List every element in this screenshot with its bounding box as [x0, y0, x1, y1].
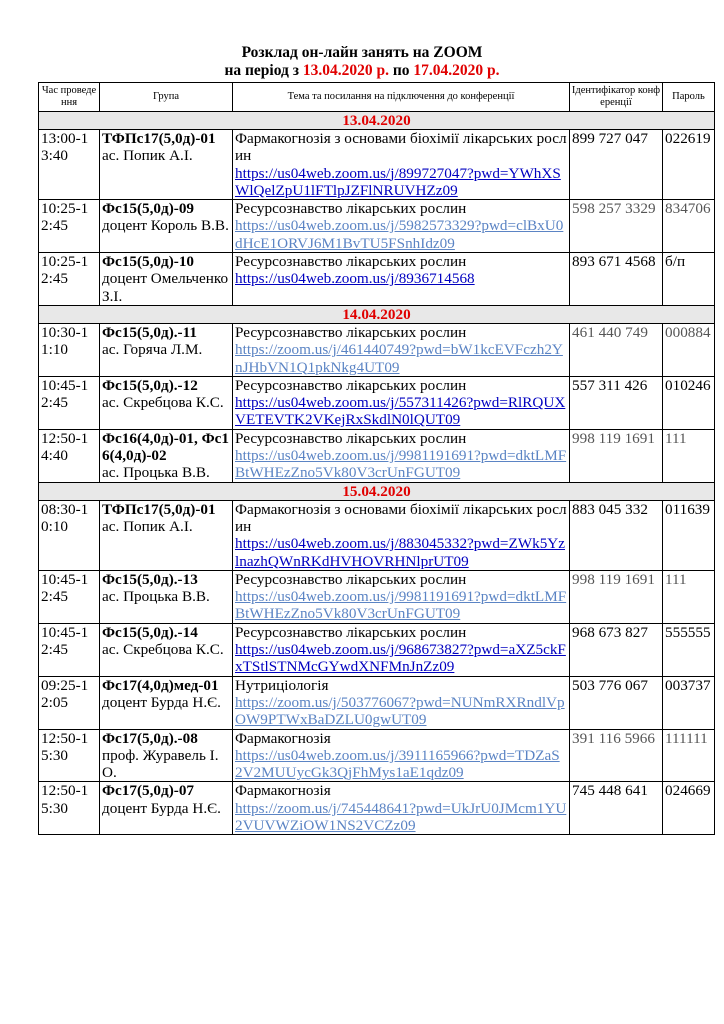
conf-id-cell	[570, 253, 663, 306]
header-conf-id: Ідентифікатор конференції	[570, 83, 663, 112]
conference-id: 998 119 1691	[572, 429, 655, 447]
topic-cell	[233, 676, 570, 729]
teacher-name: ас. Скребцова К.С.	[102, 641, 224, 659]
group-cell	[100, 376, 233, 429]
teacher-name: ас. Процька В.В.	[102, 464, 210, 482]
date-separator: 14.04.2020	[39, 305, 715, 323]
group-cell	[100, 130, 233, 200]
group-name: Фс16(4,0д)-01, Фс16(4,0д)-02	[102, 429, 229, 465]
password-cell: 111111	[663, 729, 715, 782]
group-name: Фс17(5,0д)-07	[102, 782, 195, 800]
header-topic: Тема та посилання на підключення до конференції	[233, 83, 570, 112]
topic-cell	[233, 782, 570, 835]
table-row	[39, 253, 715, 306]
topic-title: Нутриціологія	[235, 676, 329, 694]
zoom-link[interactable]: https://zoom.us/j/745448641?pwd=UkJrU0JMcm1YU2VUVWZiOW1NS2VCZz09	[235, 799, 567, 834]
table-row	[39, 782, 715, 835]
teacher-name: ас. Попик А.І.	[102, 517, 193, 535]
zoom-link[interactable]: https://us04web.zoom.us/j/899727047?pwd=YWhXSWlQelZpU1lFTlpJZFlNRUVHZz09	[235, 164, 561, 199]
zoom-link[interactable]: https://us04web.zoom.us/j/968673827?pwd=aXZ5ckFxTStlSTNMcGYwdXNFMnJnZz09	[235, 641, 566, 676]
header-group: Група	[100, 83, 233, 112]
time-cell: 10:45-12:45	[39, 623, 100, 676]
time-cell: 10:30-11:10	[39, 323, 100, 376]
password-cell: 003737	[663, 676, 715, 729]
group-cell	[100, 782, 233, 835]
date-separator-row	[39, 305, 715, 323]
subtitle-mid: по	[388, 62, 414, 79]
topic-cell	[233, 623, 570, 676]
topic-cell	[233, 570, 570, 623]
conf-id-cell	[570, 376, 663, 429]
date-from: 13.04.2020 р.	[302, 62, 389, 79]
header-password: Пароль	[663, 83, 715, 112]
topic-title: Ресурсознавство лікарських рослин	[235, 323, 467, 341]
group-name: Фс15(5,0д)-10	[102, 253, 195, 271]
teacher-name: ас. Процька В.В.	[102, 588, 210, 606]
topic-cell	[233, 500, 570, 570]
table-row	[39, 729, 715, 782]
group-cell	[100, 429, 233, 482]
table-row	[39, 200, 715, 253]
conf-id-cell	[570, 782, 663, 835]
table-row	[39, 676, 715, 729]
conference-id: 461 440 749	[572, 323, 648, 341]
date-separator-row	[39, 112, 715, 130]
password-cell: 555555	[663, 623, 715, 676]
zoom-link[interactable]: https://us04web.zoom.us/j/3911165966?pwd=TDZaS2V2MUUycGk3QjFhMys1aE1qdz09	[235, 746, 560, 782]
group-name: ТФПс17(5,0д)-01	[102, 130, 216, 147]
table-row	[39, 323, 715, 376]
conference-id: 557 311 426	[572, 376, 648, 394]
conference-id: 968 673 827	[572, 623, 648, 641]
time-cell: 12:50-15:30	[39, 782, 100, 835]
teacher-name: ас. Попик А.І.	[102, 147, 193, 165]
password-cell: 024669	[663, 782, 715, 835]
topic-cell	[233, 130, 570, 200]
teacher-name: доцент Король В.В.	[102, 217, 229, 235]
table-header-row	[39, 83, 715, 112]
topic-cell	[233, 376, 570, 429]
group-cell	[100, 323, 233, 376]
table-row	[39, 623, 715, 676]
topic-title: Фармакогнозія з основами біохімії лікарських рослин	[235, 500, 567, 535]
zoom-link[interactable]: https://us04web.zoom.us/j/9981191691?pwd=dktLMFBtWHEzZno5Vk80V3crUnFGUT09	[235, 588, 567, 623]
teacher-name: ас. Скребцова К.С.	[102, 394, 224, 412]
subtitle-prefix: на період з	[224, 62, 303, 79]
conference-id: 745 448 641	[572, 782, 648, 800]
time-cell: 10:45-12:45	[39, 570, 100, 623]
group-name: Фс15(5,0д).-13	[102, 570, 198, 588]
conf-id-cell	[570, 729, 663, 782]
conf-id-cell	[570, 500, 663, 570]
teacher-name: доцент Омельченко З.І.	[102, 270, 229, 305]
password-cell: 834706	[663, 200, 715, 253]
topic-title: Ресурсознавство лікарських рослин	[235, 429, 467, 447]
header-time: Час проведення	[39, 83, 100, 112]
conference-id: 883 045 332	[572, 500, 648, 518]
group-cell	[100, 570, 233, 623]
time-cell: 10:45-12:45	[39, 376, 100, 429]
time-cell: 09:25-12:05	[39, 676, 100, 729]
time-cell: 08:30-10:10	[39, 500, 100, 570]
topic-title: Фармакогнозія з основами біохімії лікарських рослин	[235, 130, 567, 165]
teacher-name: проф. Журавель І.О.	[102, 746, 219, 782]
table-row	[39, 500, 715, 570]
table-row	[39, 130, 715, 200]
topic-cell	[233, 729, 570, 782]
date-to: 17.04.2020 р.	[413, 62, 500, 79]
group-cell	[100, 253, 233, 306]
conf-id-cell	[570, 200, 663, 253]
time-cell: 13:00-13:40	[39, 130, 100, 200]
conf-id-cell	[570, 570, 663, 623]
page-title: Розклад он-лайн занять на ZOOM	[241, 44, 483, 61]
teacher-name: ас. Горяча Л.М.	[102, 341, 203, 359]
password-cell: 111	[663, 429, 715, 482]
topic-cell	[233, 253, 570, 306]
group-name: ТФПс17(5,0д)-01	[102, 500, 216, 518]
password-cell: б/п	[663, 253, 715, 306]
conf-id-cell	[570, 676, 663, 729]
date-separator-row	[39, 482, 715, 500]
conference-id: 391 116 5966	[572, 729, 655, 747]
group-name: Фс15(5,0д).-14	[102, 623, 198, 641]
conf-id-cell	[570, 429, 663, 482]
group-name: Фс15(5,0д).-11	[102, 323, 197, 341]
zoom-link[interactable]: https://us04web.zoom.us/j/9981191691?pwd=dktLMFBtWHEzZno5Vk80V3crUnFGUT09	[235, 447, 567, 482]
schedule-table	[38, 82, 715, 835]
time-cell: 12:50-14:40	[39, 429, 100, 482]
conference-id: 503 776 067	[572, 676, 648, 694]
password-cell: 111	[663, 570, 715, 623]
zoom-link[interactable]: https://zoom.us/j/503776067?pwd=NUNmRXRndlVpOW9PTWxBaDZLU0gwUT09	[235, 693, 565, 729]
group-name: Фс17(4,0д)мед-01	[102, 676, 219, 694]
conf-id-cell	[570, 323, 663, 376]
group-cell	[100, 500, 233, 570]
zoom-link[interactable]: https://zoom.us/j/461440749?pwd=bW1kcEVFczh2YnJHbVN1Q1pkNkg4UT09	[235, 341, 563, 376]
password-cell: 022619	[663, 130, 715, 200]
time-cell: 12:50-15:30	[39, 729, 100, 782]
password-cell: 011639	[663, 500, 715, 570]
topic-title: Ресурсознавство лікарських рослин	[235, 623, 467, 641]
group-name: Фс17(5,0д).-08	[102, 729, 198, 747]
group-cell	[100, 676, 233, 729]
zoom-link[interactable]: https://us04web.zoom.us/j/557311426?pwd=RlRQUXVETEVTK2VKejRxSkdlN0lQUT09	[235, 394, 566, 429]
schedule-body	[39, 112, 715, 835]
teacher-name: доцент Бурда Н.Є.	[102, 693, 221, 711]
time-cell: 10:25-12:45	[39, 253, 100, 306]
topic-title: Ресурсознавство лікарських рослин	[235, 200, 467, 218]
topic-title: Ресурсознавство лікарських рослин	[235, 570, 467, 588]
conference-id: 598 257 3329	[572, 200, 656, 218]
zoom-link[interactable]: https://us04web.zoom.us/j/5982573329?pwd=clBxU0dHcE1ORVJ6M1BvTU5FSnhIdz09	[235, 217, 564, 252]
conference-id: 998 119 1691	[572, 570, 655, 588]
topic-cell	[233, 323, 570, 376]
table-row	[39, 429, 715, 482]
date-separator: 13.04.2020	[39, 112, 715, 130]
topic-cell	[233, 200, 570, 253]
date-separator: 15.04.2020	[39, 482, 715, 500]
group-name: Фс15(5,0д)-09	[102, 200, 195, 218]
group-cell	[100, 729, 233, 782]
topic-cell	[233, 429, 570, 482]
table-row	[39, 570, 715, 623]
zoom-link[interactable]: https://us04web.zoom.us/j/883045332?pwd=ZWk5YzlnazhQWnRKdHVHOVRHNlprUT09	[235, 535, 566, 570]
conference-id: 893 671 4568	[572, 253, 656, 271]
teacher-name: доцент Бурда Н.Є.	[102, 799, 221, 817]
conference-id: 899 727 047	[572, 130, 648, 147]
group-name: Фс15(5,0д).-12	[102, 376, 198, 394]
zoom-link[interactable]: https://us04web.zoom.us/j/8936714568	[235, 270, 475, 288]
topic-title: Фармакогнозія	[235, 729, 331, 747]
topic-title: Ресурсознавство лікарських рослин	[235, 376, 467, 394]
table-row	[39, 376, 715, 429]
topic-title: Ресурсознавство лікарських рослин	[235, 253, 467, 271]
time-cell: 10:25-12:45	[39, 200, 100, 253]
topic-title: Фармакогнозія	[235, 782, 331, 800]
group-cell	[100, 623, 233, 676]
password-cell: 010246	[663, 376, 715, 429]
password-cell: 000884	[663, 323, 715, 376]
group-cell	[100, 200, 233, 253]
page-subtitle	[0, 62, 724, 79]
conf-id-cell	[570, 623, 663, 676]
conf-id-cell	[570, 130, 663, 200]
